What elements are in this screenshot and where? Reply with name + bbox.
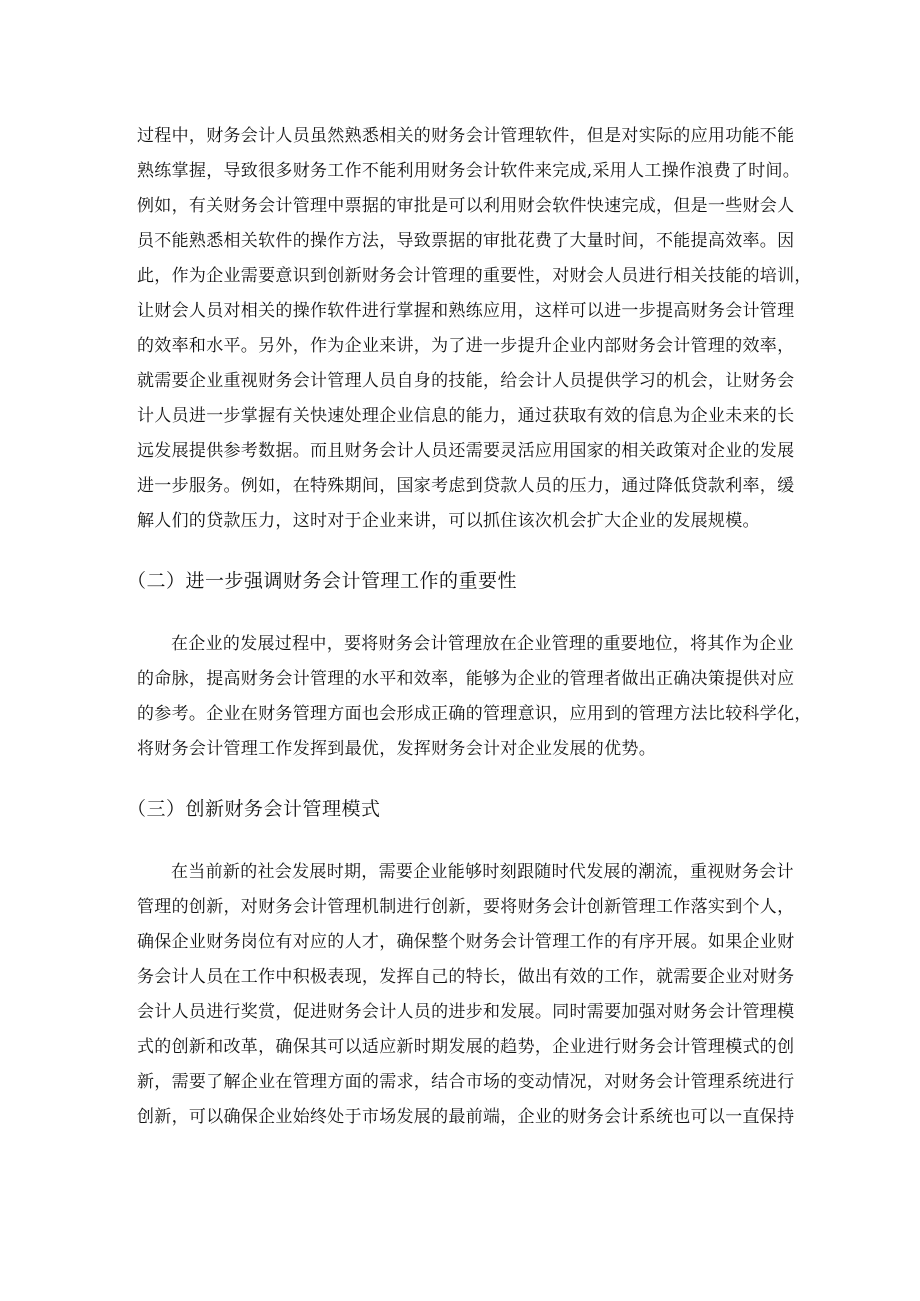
para1-line-5: 此，作为企业需要意识到创新财务会计管理的重要性，对财会人员进行相关技能的培训， bbox=[137, 266, 812, 286]
para1-line-3: 例如，有关财务会计管理中票据的审批是可以利用财会软件快速完成，但是一些财会人 bbox=[137, 196, 795, 216]
para2-line-3: 的参考。企业在财务管理方面也会形成正确的管理意识，应用到的管理方法比较科学化， bbox=[137, 704, 812, 724]
para3-line-7: 新，需要了解企业在管理方面的需求，结合市场的变动情况，对财务会计管理系统进行 bbox=[137, 1072, 795, 1092]
section-heading-2: （二）进一步强调财务会计管理工作的重要性 bbox=[127, 570, 518, 592]
para1-line-10: 远发展提供参考数据。而且财务会计人员还需要灵活应用国家的相关政策对企业的发展 bbox=[137, 441, 795, 461]
para2-line-4: 将财务会计管理工作发挥到最优，发挥财务会计对企业发展的优势。 bbox=[137, 739, 656, 759]
para1-line-2: 熟练掌握，导致很多财务工作不能利用财务会计软件来完成,采用人工操作浪费了时间。 bbox=[137, 161, 801, 181]
para3-line-4: 务会计人员在工作中积极表现，发挥自己的特长，做出有效的工作，就需要企业对财务 bbox=[137, 967, 795, 987]
para3-line-8: 创新，可以确保企业始终处于市场发展的最前端，企业的财务会计系统也可以一直保持 bbox=[137, 1107, 795, 1127]
para1-line-11: 进一步服务。例如，在特殊期间，国家考虑到贷款人员的压力，通过降低贷款利率，缓 bbox=[137, 476, 795, 496]
para3-line-5: 会计人员进行奖赏，促进财务会计人员的进步和发展。同时需要加强对财务会计管理模 bbox=[137, 1002, 795, 1022]
para3-line-2: 管理的创新，对财务会计管理机制进行创新，要将财务会计创新管理工作落实到个人， bbox=[137, 897, 795, 917]
para2-line-2: 的命脉，提高财务会计管理的水平和效率，能够为企业的管理者做出正确决策提供对应 bbox=[137, 669, 795, 689]
para3-line-3: 确保企业财务岗位有对应的人才，确保整个财务会计管理工作的有序开展。如果企业财 bbox=[137, 932, 795, 952]
para1-line-6: 让财会人员对相关的操作软件进行掌握和熟练应用，这样可以进一步提高财务会计管理 bbox=[137, 301, 795, 321]
para1-line-4: 员不能熟悉相关软件的操作方法，导致票据的审批花费了大量时间，不能提高效率。因 bbox=[137, 231, 795, 251]
para1-line-7: 的效率和水平。另外，作为企业来讲，为了进一步提升企业内部财务会计管理的效率， bbox=[137, 336, 795, 356]
para1-line-1: 过程中，财务会计人员虽然熟悉相关的财务会计管理软件，但是对实际的应用功能不能 bbox=[137, 126, 795, 146]
para3-line-1: 在当前新的社会发展时期，需要企业能够时刻跟随时代发展的潮流，重视财务会计 bbox=[171, 862, 794, 882]
para1-line-9: 计人员进一步掌握有关快速处理企业信息的能力，通过获取有效的信息为企业未来的长 bbox=[137, 406, 795, 426]
para2-line-1: 在企业的发展过程中，要将财务会计管理放在企业管理的重要地位，将其作为企业 bbox=[171, 634, 794, 654]
section-heading-3: （三）创新财务会计管理模式 bbox=[127, 798, 381, 820]
para3-line-6: 式的创新和改革，确保其可以适应新时期发展的趋势，企业进行财务会计管理模式的创 bbox=[137, 1037, 795, 1057]
para1-line-8: 就需要企业重视财务会计管理人员自身的技能，给会计人员提供学习的机会，让财务会 bbox=[137, 371, 795, 391]
para1-line-12: 解人们的贷款压力，这时对于企业来讲，可以抓住该次机会扩大企业的发展规模。 bbox=[137, 511, 760, 531]
